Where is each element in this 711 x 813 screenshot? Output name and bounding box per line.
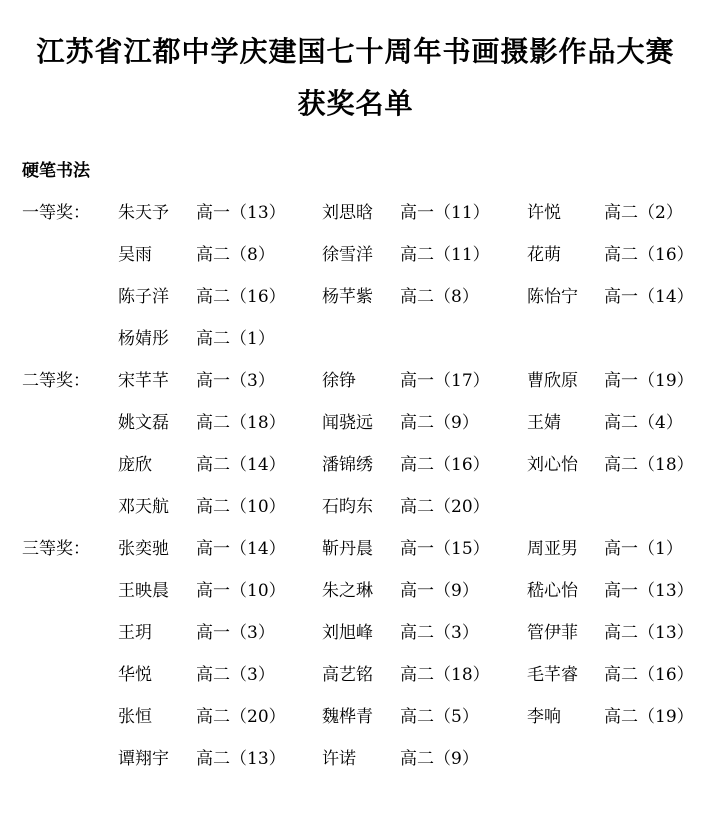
student-name: 邓天航 — [118, 497, 169, 517]
student-class: 高二（13） — [196, 749, 286, 769]
student-class: 高一（3） — [196, 623, 275, 643]
student-class: 高二（13） — [604, 623, 694, 643]
student-class: 高一（14） — [604, 287, 694, 307]
student-name: 杨婧彤 — [118, 329, 169, 349]
section-heading: 硬笔书法 — [22, 161, 90, 181]
student-class: 高一（9） — [400, 581, 479, 601]
student-class: 高一（17） — [400, 371, 490, 391]
student-class: 高二（4） — [604, 413, 683, 433]
student-class: 高二（20） — [196, 707, 286, 727]
student-class: 高二（9） — [400, 413, 479, 433]
student-name: 谭翔宇 — [118, 749, 169, 769]
award-row — [0, 576, 711, 602]
student-name: 闻骁远 — [322, 413, 373, 433]
student-class: 高二（3） — [196, 665, 275, 685]
award-row — [0, 408, 711, 434]
award-row — [0, 450, 711, 476]
student-name: 陈怡宁 — [527, 287, 578, 307]
student-class: 高二（19） — [604, 707, 694, 727]
student-class: 高二（8） — [400, 287, 479, 307]
award-row — [0, 492, 711, 518]
student-name: 魏桦青 — [322, 707, 373, 727]
student-class: 高二（2） — [604, 203, 683, 223]
student-name: 花萌 — [527, 245, 561, 265]
student-class: 高二（9） — [400, 749, 479, 769]
student-name: 徐铮 — [322, 371, 356, 391]
prize-level-label: 二等奖： — [22, 371, 90, 391]
student-name: 管伊菲 — [527, 623, 578, 643]
student-name: 毛芊睿 — [527, 665, 578, 685]
student-class: 高二（14） — [196, 455, 286, 475]
document-subtitle: 获奖名单 — [297, 87, 414, 120]
student-class: 高一（13） — [196, 203, 286, 223]
student-name: 石昀东 — [322, 497, 373, 517]
student-class: 高二（16） — [196, 287, 286, 307]
student-name: 庞欣 — [118, 455, 152, 475]
student-name: 潘锦绣 — [322, 455, 373, 475]
student-class: 高二（18） — [604, 455, 694, 475]
student-class: 高二（1） — [196, 329, 275, 349]
student-name: 姚文磊 — [118, 413, 169, 433]
award-row — [0, 240, 711, 266]
award-row — [0, 618, 711, 644]
prize-level-label: 一等奖： — [22, 203, 90, 223]
student-class: 高一（10） — [196, 581, 286, 601]
student-name: 徐雪洋 — [322, 245, 373, 265]
student-name: 吴雨 — [118, 245, 152, 265]
student-class: 高二（18） — [400, 665, 490, 685]
student-name: 杨芊紫 — [322, 287, 373, 307]
student-name: 刘旭峰 — [322, 623, 373, 643]
student-name: 嵇心怡 — [527, 581, 578, 601]
student-class: 高二（3） — [400, 623, 479, 643]
student-class: 高二（16） — [604, 245, 694, 265]
student-class: 高二（16） — [400, 455, 490, 475]
student-name: 张奕驰 — [118, 539, 169, 559]
award-row — [0, 660, 711, 686]
award-row — [0, 198, 711, 224]
student-name: 陈子洋 — [118, 287, 169, 307]
student-name: 曹欣原 — [527, 371, 578, 391]
student-name: 周亚男 — [527, 539, 578, 559]
prize-level-label: 三等奖： — [22, 539, 90, 559]
student-name: 华悦 — [118, 665, 152, 685]
student-class: 高一（13） — [604, 581, 694, 601]
student-name: 高艺铭 — [322, 665, 373, 685]
student-class: 高二（20） — [400, 497, 490, 517]
award-row — [0, 324, 711, 350]
student-name: 许诺 — [322, 749, 356, 769]
student-name: 王玥 — [118, 623, 152, 643]
student-class: 高二（18） — [196, 413, 286, 433]
student-name: 张恒 — [118, 707, 152, 727]
student-name: 李响 — [527, 707, 561, 727]
student-class: 高一（1） — [604, 539, 683, 559]
student-name: 朱之琳 — [322, 581, 373, 601]
student-class: 高二（8） — [196, 245, 275, 265]
student-name: 朱天予 — [118, 203, 169, 223]
award-row — [0, 744, 711, 770]
award-row — [0, 702, 711, 728]
student-class: 高二（10） — [196, 497, 286, 517]
student-class: 高一（3） — [196, 371, 275, 391]
student-class: 高二（11） — [400, 245, 490, 265]
student-class: 高一（14） — [196, 539, 286, 559]
document-title: 江苏省江都中学庆建国七十周年书画摄影作品大赛 — [36, 35, 675, 68]
student-name: 王映晨 — [118, 581, 169, 601]
student-class: 高二（5） — [400, 707, 479, 727]
student-name: 王婧 — [527, 413, 561, 433]
student-name: 靳丹晨 — [322, 539, 373, 559]
student-name: 刘思晗 — [322, 203, 373, 223]
award-row — [0, 366, 711, 392]
award-row — [0, 282, 711, 308]
student-name: 宋芊芊 — [118, 371, 169, 391]
student-name: 许悦 — [527, 203, 561, 223]
student-class: 高一（11） — [400, 203, 490, 223]
student-name: 刘心怡 — [527, 455, 578, 475]
student-class: 高一（15） — [400, 539, 490, 559]
student-class: 高一（19） — [604, 371, 694, 391]
student-class: 高二（16） — [604, 665, 694, 685]
award-row — [0, 534, 711, 560]
